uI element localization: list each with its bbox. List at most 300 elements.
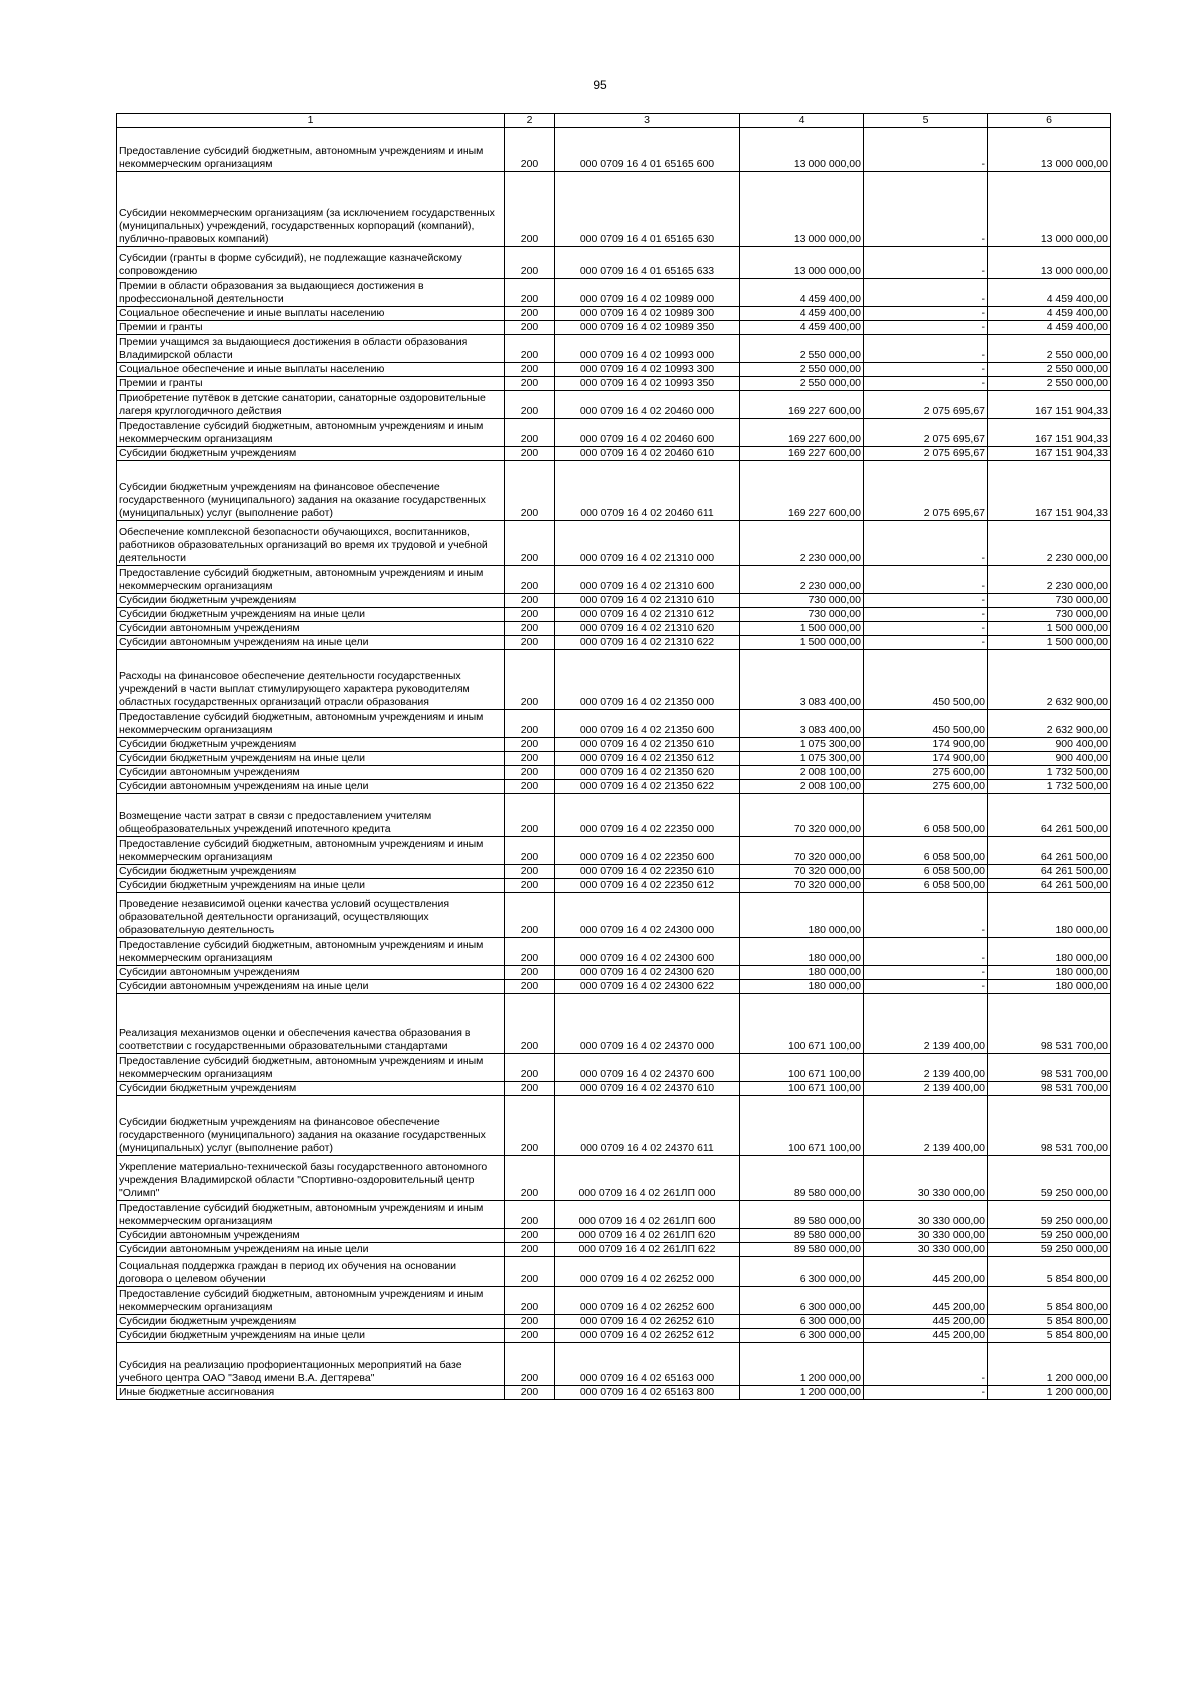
table-row <box>117 1343 1111 1386</box>
row-approved-amount: 70 320 000,00 <box>740 865 864 879</box>
row-name: Предоставление субсидий бюджетным, автономным учреждениям и иным некоммерческим организациям <box>117 419 505 447</box>
row-remaining-amount: 4 459 400,00 <box>988 321 1111 335</box>
row-budget-code: 000 0709 16 4 02 21350 600 <box>555 710 740 738</box>
table-row <box>117 752 1111 766</box>
row-admin-code: 200 <box>505 879 555 893</box>
row-admin-code: 200 <box>505 335 555 363</box>
table-row <box>117 1287 1111 1315</box>
row-remaining-amount: 180 000,00 <box>988 966 1111 980</box>
row-approved-amount: 6 300 000,00 <box>740 1287 864 1315</box>
row-remaining-amount: 5 854 800,00 <box>988 1257 1111 1287</box>
row-budget-code: 000 0709 16 4 02 24300 000 <box>555 893 740 938</box>
row-admin-code: 200 <box>505 461 555 521</box>
row-approved-amount: 180 000,00 <box>740 893 864 938</box>
row-budget-code: 000 0709 16 4 02 20460 611 <box>555 461 740 521</box>
row-approved-amount: 1 200 000,00 <box>740 1343 864 1386</box>
row-executed-amount: 2 139 400,00 <box>864 994 988 1054</box>
row-name: Субсидии бюджетным учреждениям на иные цели <box>117 608 505 622</box>
row-executed-amount: 6 058 500,00 <box>864 879 988 893</box>
row-budget-code: 000 0709 16 4 02 24370 600 <box>555 1054 740 1082</box>
table-row <box>117 128 1111 172</box>
row-budget-code: 000 0709 16 4 02 21310 612 <box>555 608 740 622</box>
row-executed-amount: - <box>864 636 988 650</box>
row-budget-code: 000 0709 16 4 02 22350 600 <box>555 837 740 865</box>
row-name: Обеспечение комплексной безопасности обучающихся, воспитанников, работников образовательных организаций во время их трудовой и учебной деятельности <box>117 521 505 566</box>
row-remaining-amount: 59 250 000,00 <box>988 1243 1111 1257</box>
row-approved-amount: 180 000,00 <box>740 938 864 966</box>
row-remaining-amount: 2 550 000,00 <box>988 363 1111 377</box>
table-row <box>117 307 1111 321</box>
row-admin-code: 200 <box>505 247 555 279</box>
row-name: Предоставление субсидий бюджетным, автономным учреждениям и иным некоммерческим организациям <box>117 1201 505 1229</box>
column-header-5: 5 <box>864 114 988 128</box>
row-name: Предоставление субсидий бюджетным, автономным учреждениям и иным некоммерческим организациям <box>117 1054 505 1082</box>
row-budget-code: 000 0709 16 4 02 10993 000 <box>555 335 740 363</box>
row-budget-code: 000 0709 16 4 02 24300 600 <box>555 938 740 966</box>
row-name: Субсидии бюджетным учреждениям <box>117 738 505 752</box>
row-executed-amount: - <box>864 1343 988 1386</box>
row-remaining-amount: 1 732 500,00 <box>988 766 1111 780</box>
row-approved-amount: 2 008 100,00 <box>740 766 864 780</box>
table-row <box>117 335 1111 363</box>
row-approved-amount: 89 580 000,00 <box>740 1243 864 1257</box>
row-budget-code: 000 0709 16 4 02 21350 610 <box>555 738 740 752</box>
row-budget-code: 000 0709 16 4 02 26252 612 <box>555 1329 740 1343</box>
row-remaining-amount: 98 531 700,00 <box>988 1082 1111 1096</box>
row-executed-amount: - <box>864 335 988 363</box>
table-row <box>117 1096 1111 1156</box>
column-header-1: 1 <box>117 114 505 128</box>
table-row <box>117 1082 1111 1096</box>
table-row <box>117 566 1111 594</box>
row-approved-amount: 730 000,00 <box>740 608 864 622</box>
row-admin-code: 200 <box>505 893 555 938</box>
row-approved-amount: 70 320 000,00 <box>740 879 864 893</box>
row-name: Предоставление субсидий бюджетным, автономным учреждениям и иным некоммерческим организациям <box>117 128 505 172</box>
row-admin-code: 200 <box>505 521 555 566</box>
row-remaining-amount: 167 151 904,33 <box>988 391 1111 419</box>
table-row <box>117 622 1111 636</box>
row-executed-amount: 6 058 500,00 <box>864 865 988 879</box>
table-row <box>117 865 1111 879</box>
row-budget-code: 000 0709 16 4 02 10989 000 <box>555 279 740 307</box>
row-budget-code: 000 0709 16 4 01 65165 600 <box>555 128 740 172</box>
row-name: Субсидии автономным учреждениям на иные цели <box>117 780 505 794</box>
row-executed-amount: - <box>864 377 988 391</box>
table-row <box>117 837 1111 865</box>
row-name: Субсидии бюджетным учреждениям <box>117 447 505 461</box>
row-admin-code: 200 <box>505 1287 555 1315</box>
row-executed-amount: - <box>864 966 988 980</box>
column-header-3: 3 <box>555 114 740 128</box>
table-row <box>117 650 1111 710</box>
table-row <box>117 1243 1111 1257</box>
table-body <box>117 128 1111 1400</box>
table-row <box>117 594 1111 608</box>
table-row <box>117 710 1111 738</box>
row-approved-amount: 70 320 000,00 <box>740 794 864 837</box>
row-approved-amount: 2 550 000,00 <box>740 377 864 391</box>
row-approved-amount: 1 075 300,00 <box>740 752 864 766</box>
row-approved-amount: 6 300 000,00 <box>740 1257 864 1287</box>
row-remaining-amount: 5 854 800,00 <box>988 1287 1111 1315</box>
row-approved-amount: 6 300 000,00 <box>740 1329 864 1343</box>
row-name: Премии учащимся за выдающиеся достижения в области образования Владимирской области <box>117 335 505 363</box>
row-executed-amount: - <box>864 128 988 172</box>
table-row <box>117 1329 1111 1343</box>
table-row <box>117 1386 1111 1400</box>
row-approved-amount: 1 500 000,00 <box>740 622 864 636</box>
page-number: 95 <box>593 78 607 92</box>
row-executed-amount: 174 900,00 <box>864 752 988 766</box>
row-approved-amount: 730 000,00 <box>740 594 864 608</box>
row-name: Субсидии автономным учреждениям на иные цели <box>117 980 505 994</box>
table-row <box>117 172 1111 247</box>
table-row <box>117 766 1111 780</box>
table-row <box>117 1054 1111 1082</box>
row-approved-amount: 13 000 000,00 <box>740 172 864 247</box>
row-approved-amount: 180 000,00 <box>740 966 864 980</box>
row-admin-code: 200 <box>505 1315 555 1329</box>
row-executed-amount: - <box>864 608 988 622</box>
row-admin-code: 200 <box>505 966 555 980</box>
row-approved-amount: 1 075 300,00 <box>740 738 864 752</box>
row-remaining-amount: 2 550 000,00 <box>988 377 1111 391</box>
row-budget-code: 000 0709 16 4 02 21310 000 <box>555 521 740 566</box>
row-remaining-amount: 59 250 000,00 <box>988 1156 1111 1201</box>
table-row <box>117 938 1111 966</box>
table-row <box>117 794 1111 837</box>
row-budget-code: 000 0709 16 4 02 24300 620 <box>555 966 740 980</box>
row-admin-code: 200 <box>505 994 555 1054</box>
row-budget-code: 000 0709 16 4 02 24370 000 <box>555 994 740 1054</box>
row-name: Субсидии бюджетным учреждениям на иные цели <box>117 1329 505 1343</box>
table-row <box>117 321 1111 335</box>
row-remaining-amount: 730 000,00 <box>988 608 1111 622</box>
row-approved-amount: 169 227 600,00 <box>740 391 864 419</box>
row-budget-code: 000 0709 16 4 02 26252 610 <box>555 1315 740 1329</box>
row-remaining-amount: 13 000 000,00 <box>988 247 1111 279</box>
row-executed-amount: - <box>864 893 988 938</box>
row-executed-amount: 275 600,00 <box>864 766 988 780</box>
row-approved-amount: 169 227 600,00 <box>740 419 864 447</box>
column-header-2: 2 <box>505 114 555 128</box>
row-budget-code: 000 0709 16 4 02 21350 000 <box>555 650 740 710</box>
row-budget-code: 000 0709 16 4 02 21310 620 <box>555 622 740 636</box>
row-admin-code: 200 <box>505 128 555 172</box>
row-executed-amount: 450 500,00 <box>864 710 988 738</box>
row-remaining-amount: 5 854 800,00 <box>988 1329 1111 1343</box>
row-admin-code: 200 <box>505 865 555 879</box>
table-row <box>117 419 1111 447</box>
row-admin-code: 200 <box>505 780 555 794</box>
row-approved-amount: 100 671 100,00 <box>740 1082 864 1096</box>
row-budget-code: 000 0709 16 4 02 21350 612 <box>555 752 740 766</box>
row-remaining-amount: 167 151 904,33 <box>988 447 1111 461</box>
row-budget-code: 000 0709 16 4 02 22350 000 <box>555 794 740 837</box>
row-name: Проведение независимой оценки качества условий осуществления образовательной деятельности организаций, осуществляющих образовательную деятельность <box>117 893 505 938</box>
budget-table <box>116 113 1111 1400</box>
row-approved-amount: 2 008 100,00 <box>740 780 864 794</box>
row-admin-code: 200 <box>505 307 555 321</box>
row-admin-code: 200 <box>505 1386 555 1400</box>
column-number-row <box>117 114 1111 128</box>
row-remaining-amount: 98 531 700,00 <box>988 1096 1111 1156</box>
row-name: Субсидии (гранты в форме субсидий), не подлежащие казначейскому сопровождению <box>117 247 505 279</box>
row-name: Субсидии автономным учреждениям <box>117 766 505 780</box>
row-name: Социальное обеспечение и иные выплаты населению <box>117 363 505 377</box>
row-budget-code: 000 0709 16 4 02 261ЛП 622 <box>555 1243 740 1257</box>
row-executed-amount: - <box>864 172 988 247</box>
row-executed-amount: 275 600,00 <box>864 780 988 794</box>
row-name: Субсидии автономным учреждениям <box>117 966 505 980</box>
row-admin-code: 200 <box>505 738 555 752</box>
row-name: Субсидии бюджетным учреждениям <box>117 1082 505 1096</box>
row-budget-code: 000 0709 16 4 02 20460 000 <box>555 391 740 419</box>
table-row <box>117 1257 1111 1287</box>
row-approved-amount: 13 000 000,00 <box>740 247 864 279</box>
row-admin-code: 200 <box>505 594 555 608</box>
row-admin-code: 200 <box>505 636 555 650</box>
row-budget-code: 000 0709 16 4 02 10989 350 <box>555 321 740 335</box>
row-approved-amount: 1 200 000,00 <box>740 1386 864 1400</box>
row-name: Премии и гранты <box>117 321 505 335</box>
row-budget-code: 000 0709 16 4 02 21310 622 <box>555 636 740 650</box>
row-approved-amount: 100 671 100,00 <box>740 1096 864 1156</box>
row-admin-code: 200 <box>505 363 555 377</box>
row-admin-code: 200 <box>505 1243 555 1257</box>
row-budget-code: 000 0709 16 4 02 21350 622 <box>555 780 740 794</box>
row-admin-code: 200 <box>505 447 555 461</box>
row-approved-amount: 89 580 000,00 <box>740 1229 864 1243</box>
table-row <box>117 377 1111 391</box>
row-budget-code: 000 0709 16 4 02 261ЛП 600 <box>555 1201 740 1229</box>
row-executed-amount: 2 075 695,67 <box>864 419 988 447</box>
row-approved-amount: 13 000 000,00 <box>740 128 864 172</box>
row-executed-amount: 445 200,00 <box>864 1257 988 1287</box>
row-admin-code: 200 <box>505 1156 555 1201</box>
row-budget-code: 000 0709 16 4 02 10993 300 <box>555 363 740 377</box>
row-budget-code: 000 0709 16 4 02 10993 350 <box>555 377 740 391</box>
row-name: Субсидии бюджетным учреждениям <box>117 1315 505 1329</box>
table-row <box>117 980 1111 994</box>
row-remaining-amount: 1 732 500,00 <box>988 780 1111 794</box>
row-executed-amount: - <box>864 566 988 594</box>
row-name: Иные бюджетные ассигнования <box>117 1386 505 1400</box>
row-remaining-amount: 167 151 904,33 <box>988 461 1111 521</box>
table-row <box>117 247 1111 279</box>
row-name: Субсидии автономным учреждениям <box>117 622 505 636</box>
row-remaining-amount: 1 500 000,00 <box>988 622 1111 636</box>
row-name: Предоставление субсидий бюджетным, автономным учреждениям и иным некоммерческим организациям <box>117 1287 505 1315</box>
row-name: Субсидии некоммерческим организациям (за исключением государственных (муниципальных) учреждений, государственных корпораций (компаний), публично-правовых компаний) <box>117 172 505 247</box>
row-remaining-amount: 900 400,00 <box>988 738 1111 752</box>
row-admin-code: 200 <box>505 608 555 622</box>
row-budget-code: 000 0709 16 4 02 20460 600 <box>555 419 740 447</box>
table-row <box>117 1229 1111 1243</box>
row-executed-amount: - <box>864 980 988 994</box>
row-remaining-amount: 180 000,00 <box>988 980 1111 994</box>
row-admin-code: 200 <box>505 752 555 766</box>
row-approved-amount: 89 580 000,00 <box>740 1201 864 1229</box>
row-budget-code: 000 0709 16 4 02 65163 800 <box>555 1386 740 1400</box>
row-budget-code: 000 0709 16 4 02 24370 610 <box>555 1082 740 1096</box>
row-executed-amount: 445 200,00 <box>864 1329 988 1343</box>
row-remaining-amount: 2 632 900,00 <box>988 650 1111 710</box>
row-name: Реализация механизмов оценки и обеспечения качества образования в соответствии с государственными образовательными стандартами <box>117 994 505 1054</box>
row-remaining-amount: 59 250 000,00 <box>988 1201 1111 1229</box>
row-remaining-amount: 900 400,00 <box>988 752 1111 766</box>
row-name: Укрепление материально-технической базы государственного автономного учреждения Владимирской области "Спортивно-оздоровительный центр "Олимп" <box>117 1156 505 1201</box>
row-executed-amount: 2 075 695,67 <box>864 391 988 419</box>
table-row <box>117 1315 1111 1329</box>
row-admin-code: 200 <box>505 837 555 865</box>
row-admin-code: 200 <box>505 794 555 837</box>
row-remaining-amount: 2 230 000,00 <box>988 521 1111 566</box>
row-admin-code: 200 <box>505 279 555 307</box>
row-remaining-amount: 13 000 000,00 <box>988 172 1111 247</box>
row-executed-amount: 2 139 400,00 <box>864 1082 988 1096</box>
row-name: Возмещение части затрат в связи с предоставлением учителям общеобразовательных учреждений ипотечного кредита <box>117 794 505 837</box>
row-admin-code: 200 <box>505 766 555 780</box>
row-remaining-amount: 64 261 500,00 <box>988 879 1111 893</box>
row-remaining-amount: 5 854 800,00 <box>988 1315 1111 1329</box>
column-header-6: 6 <box>988 114 1111 128</box>
table-row <box>117 879 1111 893</box>
row-budget-code: 000 0709 16 4 02 24300 622 <box>555 980 740 994</box>
row-name: Субсидия на реализацию профориентационных мероприятий на базе учебного центра ОАО "Завод имени В.А. Дегтярева" <box>117 1343 505 1386</box>
row-executed-amount: 30 330 000,00 <box>864 1201 988 1229</box>
row-remaining-amount: 98 531 700,00 <box>988 994 1111 1054</box>
row-remaining-amount: 1 200 000,00 <box>988 1343 1111 1386</box>
row-remaining-amount: 167 151 904,33 <box>988 419 1111 447</box>
row-approved-amount: 70 320 000,00 <box>740 837 864 865</box>
row-admin-code: 200 <box>505 1257 555 1287</box>
row-budget-code: 000 0709 16 4 02 21310 610 <box>555 594 740 608</box>
row-remaining-amount: 4 459 400,00 <box>988 307 1111 321</box>
row-executed-amount: - <box>864 307 988 321</box>
row-admin-code: 200 <box>505 1329 555 1343</box>
table-row <box>117 966 1111 980</box>
row-executed-amount: - <box>864 247 988 279</box>
row-admin-code: 200 <box>505 1054 555 1082</box>
row-name: Социальная поддержка граждан в период их обучения на основании договора о целевом обучении <box>117 1257 505 1287</box>
row-executed-amount: 30 330 000,00 <box>864 1243 988 1257</box>
row-admin-code: 200 <box>505 1201 555 1229</box>
row-admin-code: 200 <box>505 980 555 994</box>
row-admin-code: 200 <box>505 650 555 710</box>
table-row <box>117 738 1111 752</box>
row-approved-amount: 3 083 400,00 <box>740 650 864 710</box>
row-name: Премии в области образования за выдающиеся достижения в профессиональной деятельности <box>117 279 505 307</box>
row-remaining-amount: 2 550 000,00 <box>988 335 1111 363</box>
row-admin-code: 200 <box>505 1096 555 1156</box>
table-row <box>117 1201 1111 1229</box>
row-name: Субсидии бюджетным учреждениям <box>117 594 505 608</box>
row-admin-code: 200 <box>505 321 555 335</box>
row-executed-amount: 2 075 695,67 <box>864 461 988 521</box>
row-name: Предоставление субсидий бюджетным, автономным учреждениям и иным некоммерческим организациям <box>117 566 505 594</box>
table-row <box>117 893 1111 938</box>
row-remaining-amount: 2 632 900,00 <box>988 710 1111 738</box>
row-name: Субсидии бюджетным учреждениям на иные цели <box>117 879 505 893</box>
row-executed-amount: 30 330 000,00 <box>864 1156 988 1201</box>
table-row <box>117 608 1111 622</box>
row-executed-amount: 2 139 400,00 <box>864 1054 988 1082</box>
row-name: Приобретение путёвок в детские санатории, санаторные оздоровительные лагеря круглогодичного действия <box>117 391 505 419</box>
row-approved-amount: 2 230 000,00 <box>740 521 864 566</box>
row-budget-code: 000 0709 16 4 02 22350 610 <box>555 865 740 879</box>
row-remaining-amount: 1 500 000,00 <box>988 636 1111 650</box>
row-remaining-amount: 64 261 500,00 <box>988 865 1111 879</box>
row-approved-amount: 6 300 000,00 <box>740 1315 864 1329</box>
row-executed-amount: 6 058 500,00 <box>864 794 988 837</box>
row-executed-amount: - <box>864 938 988 966</box>
row-admin-code: 200 <box>505 1343 555 1386</box>
table-row <box>117 447 1111 461</box>
row-name: Расходы на финансовое обеспечение деятельности государственных учреждений в части выплат стимулирующего характера руководителям областных государственных организаций отрасли образования <box>117 650 505 710</box>
table-row <box>117 780 1111 794</box>
row-budget-code: 000 0709 16 4 02 65163 000 <box>555 1343 740 1386</box>
row-approved-amount: 180 000,00 <box>740 980 864 994</box>
row-budget-code: 000 0709 16 4 02 26252 600 <box>555 1287 740 1315</box>
row-executed-amount: 2 075 695,67 <box>864 447 988 461</box>
row-budget-code: 000 0709 16 4 02 26252 000 <box>555 1257 740 1287</box>
row-budget-code: 000 0709 16 4 02 20460 610 <box>555 447 740 461</box>
row-remaining-amount: 730 000,00 <box>988 594 1111 608</box>
row-approved-amount: 2 550 000,00 <box>740 363 864 377</box>
row-remaining-amount: 98 531 700,00 <box>988 1054 1111 1082</box>
row-name: Предоставление субсидий бюджетным, автономным учреждениям и иным некоммерческим организациям <box>117 837 505 865</box>
row-name: Субсидии автономным учреждениям на иные цели <box>117 1243 505 1257</box>
row-name: Субсидии автономным учреждениям <box>117 1229 505 1243</box>
row-budget-code: 000 0709 16 4 02 22350 612 <box>555 879 740 893</box>
row-admin-code: 200 <box>505 938 555 966</box>
table-row <box>117 363 1111 377</box>
row-executed-amount: - <box>864 622 988 636</box>
row-budget-code: 000 0709 16 4 02 21310 600 <box>555 566 740 594</box>
row-executed-amount: - <box>864 594 988 608</box>
row-executed-amount: 30 330 000,00 <box>864 1229 988 1243</box>
row-approved-amount: 3 083 400,00 <box>740 710 864 738</box>
row-budget-code: 000 0709 16 4 02 10989 300 <box>555 307 740 321</box>
row-executed-amount: 445 200,00 <box>864 1287 988 1315</box>
row-approved-amount: 4 459 400,00 <box>740 279 864 307</box>
row-approved-amount: 4 459 400,00 <box>740 321 864 335</box>
row-executed-amount: 174 900,00 <box>864 738 988 752</box>
row-name: Предоставление субсидий бюджетным, автономным учреждениям и иным некоммерческим организациям <box>117 938 505 966</box>
row-admin-code: 200 <box>505 1229 555 1243</box>
row-executed-amount: - <box>864 521 988 566</box>
row-executed-amount: 2 139 400,00 <box>864 1096 988 1156</box>
row-remaining-amount: 13 000 000,00 <box>988 128 1111 172</box>
row-remaining-amount: 180 000,00 <box>988 893 1111 938</box>
row-name: Субсидии автономным учреждениям на иные цели <box>117 636 505 650</box>
row-admin-code: 200 <box>505 377 555 391</box>
row-executed-amount: - <box>864 279 988 307</box>
row-admin-code: 200 <box>505 710 555 738</box>
row-name: Премии и гранты <box>117 377 505 391</box>
row-remaining-amount: 4 459 400,00 <box>988 279 1111 307</box>
row-executed-amount: - <box>864 363 988 377</box>
row-remaining-amount: 64 261 500,00 <box>988 794 1111 837</box>
row-approved-amount: 169 227 600,00 <box>740 447 864 461</box>
row-approved-amount: 2 230 000,00 <box>740 566 864 594</box>
row-approved-amount: 100 671 100,00 <box>740 1054 864 1082</box>
row-name: Субсидии бюджетным учреждениям на финансовое обеспечение государственного (муниципального) задания на оказание государственных (муниципальных) услуг (выполнение работ) <box>117 461 505 521</box>
table-row <box>117 521 1111 566</box>
row-remaining-amount: 180 000,00 <box>988 938 1111 966</box>
